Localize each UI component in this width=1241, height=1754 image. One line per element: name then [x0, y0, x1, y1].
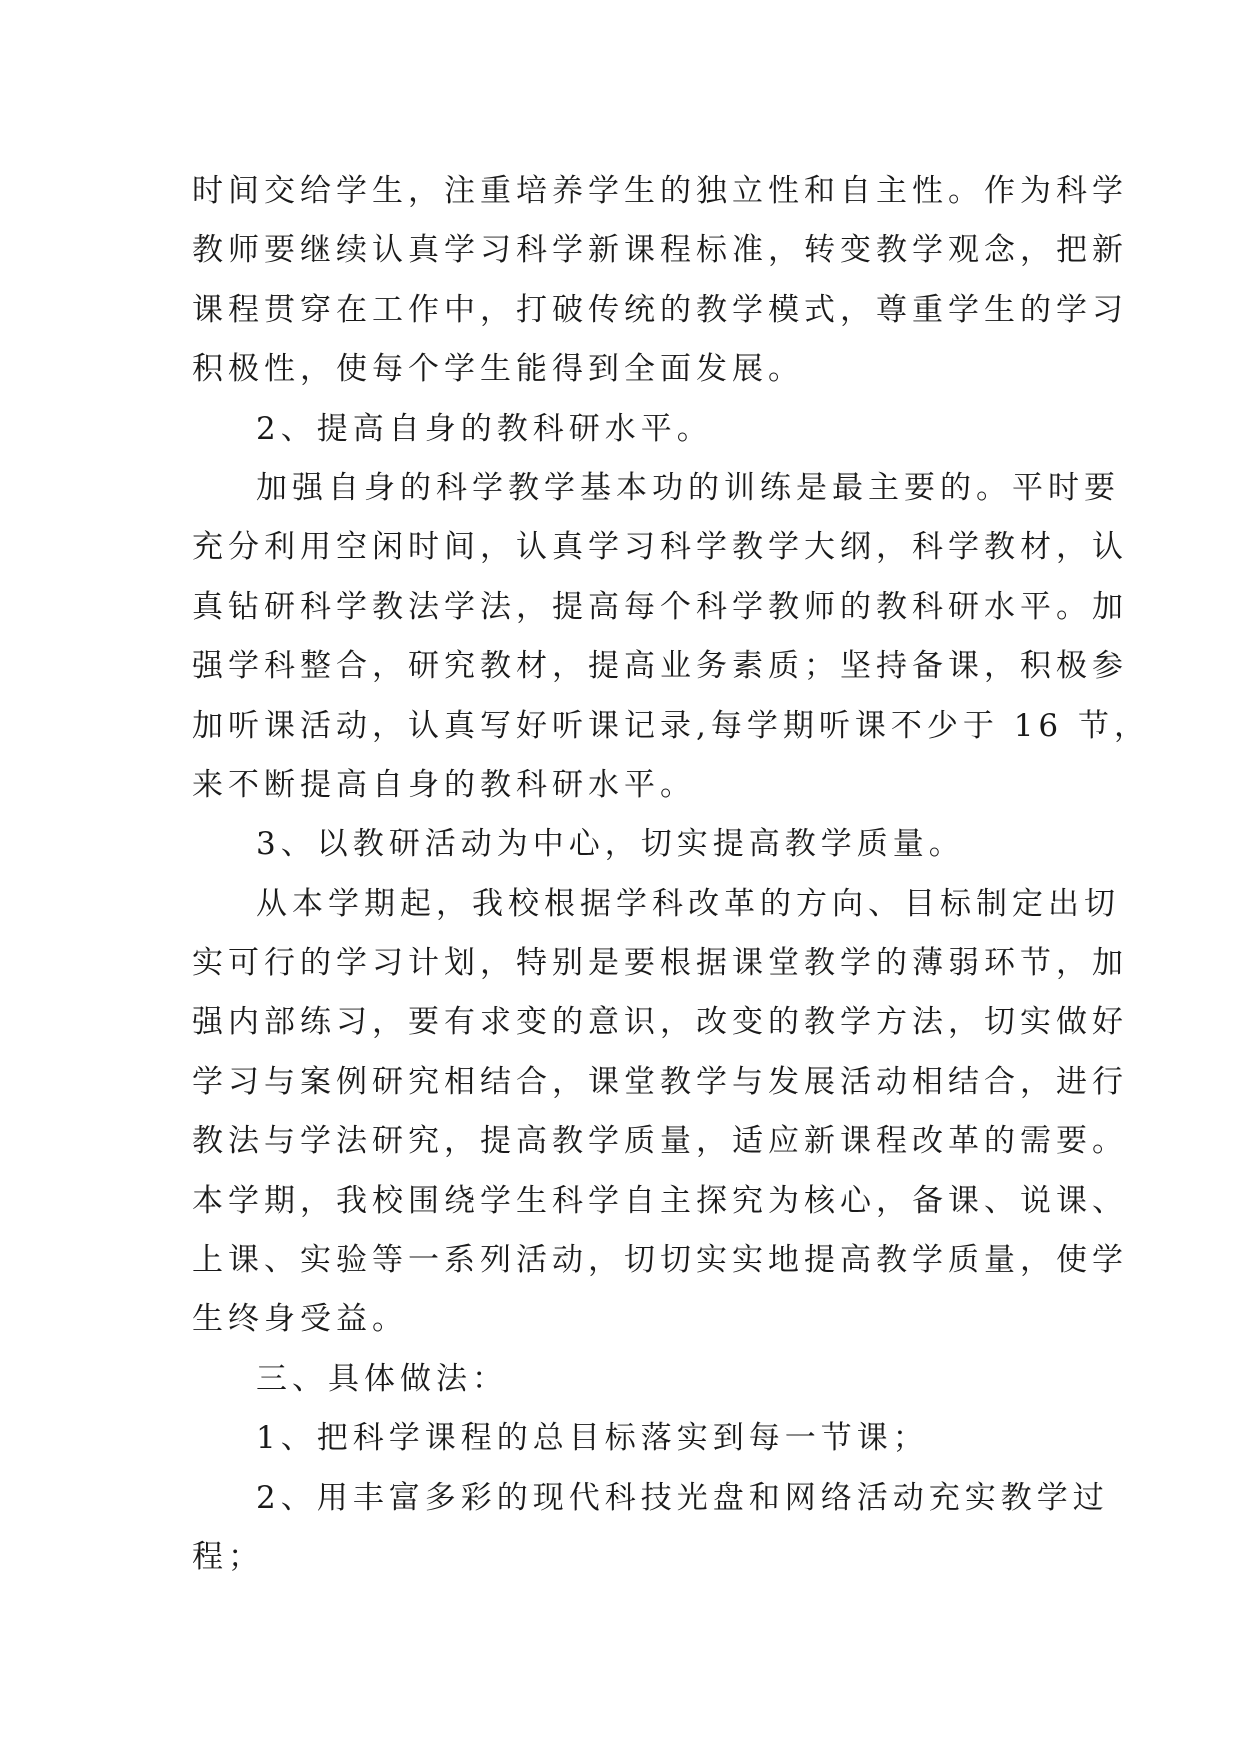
paragraph-line: 上课、实验等一系列活动，切切实实地提高教学质量，使学 [192, 1242, 1128, 1279]
section-heading: 三、具体做法： [256, 1360, 508, 1397]
list-item-continuation: 程； [192, 1538, 264, 1575]
paragraph-line: 教师要继续认真学习科学新课程标准，转变教学观念，把新 [192, 232, 1128, 269]
paragraph-line: 生终身受益。 [192, 1301, 408, 1338]
paragraph-line: 本学期，我校围绕学生科学自主探究为核心，备课、说课、 [192, 1182, 1128, 1219]
paragraph-line: 积极性，使每个学生能得到全面发展。 [192, 351, 804, 388]
paragraph-line: 强学科整合，研究教材，提高业务素质；坚持备课，积极参 [192, 648, 1128, 685]
paragraph-line: 来不断提高自身的教科研水平。 [192, 766, 696, 803]
section-heading: 2、提高自身的教科研水平。 [256, 410, 713, 447]
paragraph-line: 从本学期起，我校根据学科改革的方向、目标制定出切 [256, 885, 1120, 922]
list-item: 2、用丰富多彩的现代科技光盘和网络活动充实教学过 [256, 1479, 1109, 1516]
paragraph-line: 充分利用空闲时间，认真学习科学教学大纲，科学教材，认 [192, 529, 1128, 566]
paragraph-line: 学习与案例研究相结合，课堂教学与发展活动相结合，进行 [192, 1063, 1128, 1100]
paragraph-line: 真钻研科学教法学法，提高每个科学教师的教科研水平。加 [192, 588, 1128, 625]
paragraph-line: 时间交给学生，注重培养学生的独立性和自主性。作为科学 [192, 173, 1128, 209]
paragraph-line: 强内部练习，要有求变的意识，改变的教学方法，切实做好 [192, 1004, 1128, 1041]
paragraph-line: 课程贯穿在工作中，打破传统的教学模式，尊重学生的学习 [192, 291, 1128, 328]
paragraph-line: 加听课活动，认真写好听课记录,每学期听课不少于 16 节， [192, 707, 1151, 744]
paragraph-line: 实可行的学习计划，特别是要根据课堂教学的薄弱环节，加 [192, 945, 1128, 982]
document-body [192, 162, 1151, 1587]
list-item: 1、把科学课程的总目标落实到每一节课； [256, 1420, 929, 1457]
section-heading: 3、以教研活动为中心，切实提高教学质量。 [256, 826, 965, 863]
paragraph-line: 加强自身的科学教学基本功的训练是最主要的。平时要 [256, 469, 1120, 506]
paragraph-line: 教法与学法研究，提高教学质量，适应新课程改革的需要。 [192, 1123, 1128, 1160]
